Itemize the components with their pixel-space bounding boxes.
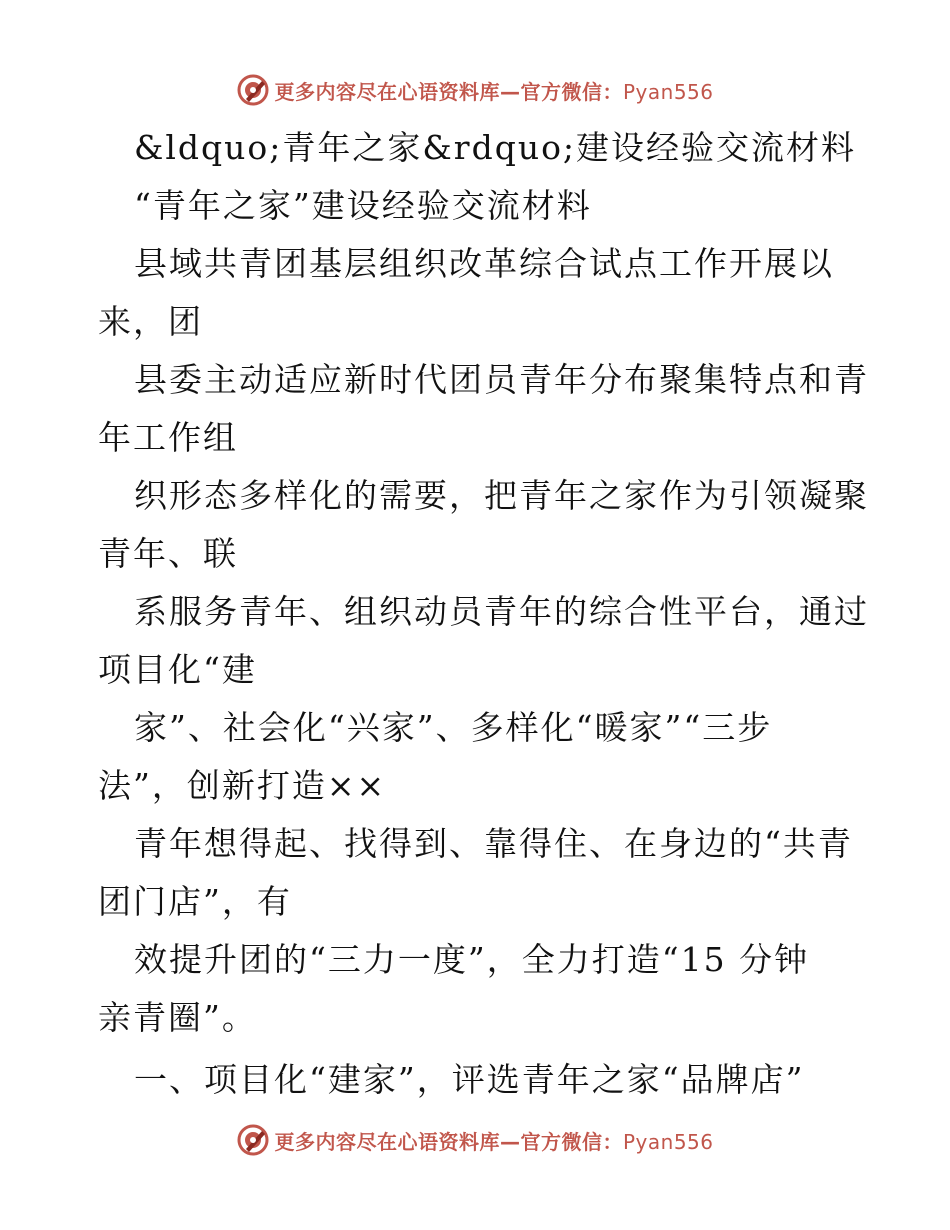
doc-line: 项目化“建 bbox=[98, 650, 257, 689]
doc-line: 年工作组 bbox=[98, 418, 238, 457]
banner-wechat-id: Pyan556 bbox=[622, 1129, 714, 1154]
doc-line: “青年之家”建设经验交流材料 bbox=[134, 186, 592, 225]
doc-line: 系服务青年、组织动员青年的综合性平台，通过 bbox=[134, 592, 869, 631]
footer-banner bbox=[0, 1120, 950, 1160]
pen-circle-logo-icon bbox=[236, 73, 270, 107]
doc-line: 县委主动适应新时代团员青年分布聚集特点和青 bbox=[134, 360, 869, 399]
doc-line: 来，团 bbox=[98, 302, 203, 341]
pen-circle-logo-icon bbox=[236, 1123, 270, 1157]
doc-line: 青年想得起、找得到、靠得住、在身边的“共青 bbox=[134, 824, 853, 863]
banner-title: 更多内容尽在心语资料库—官方微信： bbox=[274, 1129, 623, 1154]
doc-line: &ldquo;青年之家&rdquo;建设经验交流材料 bbox=[134, 128, 857, 167]
doc-line: 一、项目化“建家”，评选青年之家“品牌店” bbox=[134, 1060, 805, 1099]
doc-line: 亲青圈”。 bbox=[98, 998, 257, 1037]
doc-line: 青年、联 bbox=[98, 534, 238, 573]
banner-title: 更多内容尽在心语资料库—官方微信： bbox=[274, 79, 623, 104]
doc-line: 团门店”，有 bbox=[98, 882, 292, 921]
doc-line: 织形态多样化的需要，把青年之家作为引领凝聚 bbox=[134, 476, 869, 515]
banner-text bbox=[274, 1126, 713, 1155]
banner-wechat-id: Pyan556 bbox=[622, 79, 714, 104]
doc-line: 法”，创新打造×× bbox=[98, 766, 387, 805]
doc-line: 县域共青团基层组织改革综合试点工作开展以 bbox=[134, 244, 834, 283]
header-banner bbox=[0, 70, 950, 110]
doc-line: 家”、社会化“兴家”、多样化“暖家”“三步 bbox=[134, 708, 773, 747]
doc-line: 效提升团的“三力一度”，全力打造“15 分钟 bbox=[134, 940, 810, 979]
banner-text bbox=[274, 76, 713, 105]
